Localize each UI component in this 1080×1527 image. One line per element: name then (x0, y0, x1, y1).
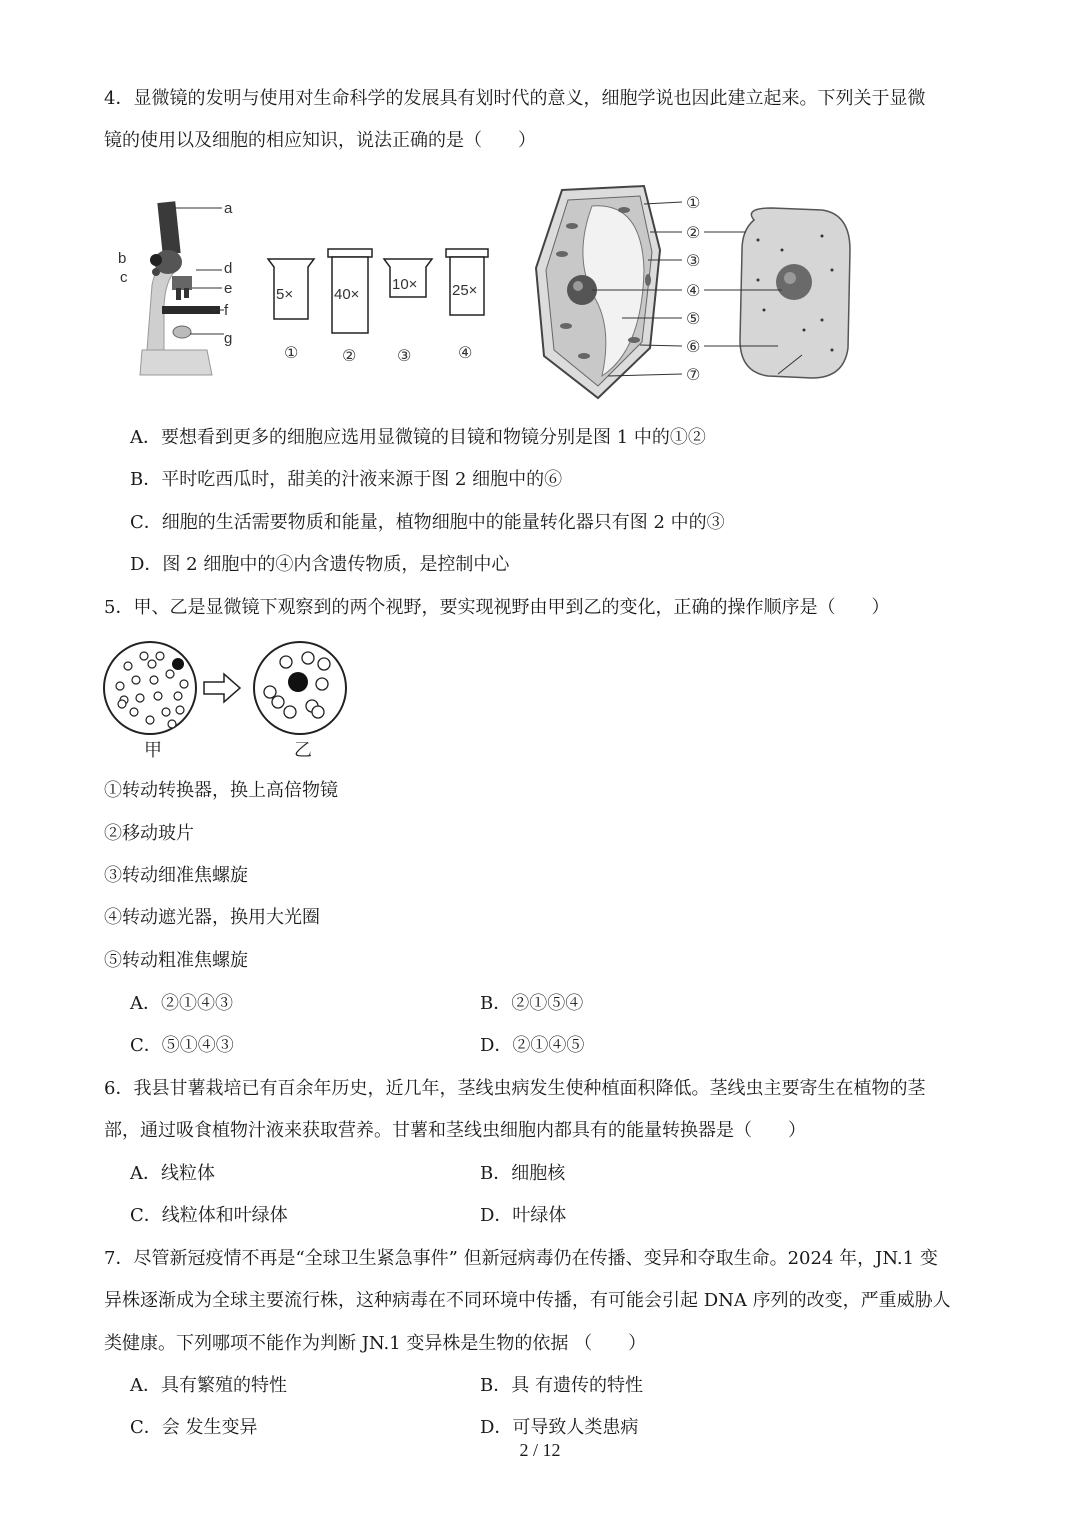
q7-stem-line2: 异株逐渐成为全球主要流行株，这种病毒在不同环境中传播，有可能会引起 DNA 序列的改变，严重威胁人 (104, 1290, 951, 1311)
lens-2-num: ② (342, 346, 357, 365)
page-number: 2 / 12 (519, 1440, 561, 1460)
q7-option-d[interactable]: D．可导致人类患病 (480, 1417, 639, 1438)
microscope-label-c: c (120, 269, 128, 286)
cell-label-1: ① (686, 193, 701, 212)
q6-option-d[interactable]: D．叶绿体 (480, 1205, 567, 1226)
lens-1-mag: 5× (276, 286, 294, 303)
q7-stem-line1: 7．尽管新冠疫情不再是“全球卫生紧急事件” 但新冠病毒仍在传播、变异和夺取生命。2024 年，JN.1 变 (104, 1248, 938, 1269)
q5-stem: 5．甲、乙是显微镜下观察到的两个视野，要实现视野由甲到乙的变化，正确的操作顺序是（ ） (104, 597, 890, 618)
q5-option-b[interactable]: B．②①⑤④ (480, 993, 584, 1014)
cell-label-7: ⑦ (686, 365, 701, 384)
q6-stem-line2: 部，通过吸食植物汁液来获取营养。甘薯和茎线虫细胞内都具有的能量转换器是（ ） (104, 1120, 806, 1141)
q5-option-c[interactable]: C．⑤①④③ (130, 1035, 234, 1056)
q4-stem-line1: 4．显微镜的发明与使用对生命科学的发展具有划时代的意义，细胞学说也因此建立起来。下列关于显微 (104, 88, 926, 109)
microscope-label-e: e (224, 280, 233, 297)
lens-2-mag: 40× (334, 286, 360, 303)
q7-option-b[interactable]: B．具 有遗传的特性 (480, 1375, 643, 1396)
lens-4-num: ④ (458, 343, 473, 362)
cell-label-5: ⑤ (686, 309, 701, 328)
q4-stem-line2: 镜的使用以及细胞的相应知识，说法正确的是（ ） (104, 130, 536, 151)
microscope-fields-figure (100, 640, 360, 768)
q4-option-a[interactable]: A．要想看到更多的细胞应选用显微镜的目镜和物镜分别是图 1 中的①② (130, 427, 706, 448)
field-label-jia: 甲 (144, 740, 162, 761)
q6-option-b[interactable]: B．细胞核 (480, 1163, 566, 1184)
lens-3-mag: 10× (392, 276, 418, 293)
microscope-label-g: g (224, 330, 233, 347)
q5-step-4: ④转动遮光器，换用大光圈 (104, 907, 320, 928)
field-label-yi: 乙 (294, 740, 312, 761)
cell-figure (532, 180, 862, 405)
cell-label-6: ⑥ (686, 337, 701, 356)
q5-step-2: ②移动玻片 (104, 823, 194, 844)
q5-option-d[interactable]: D．②①④⑤ (480, 1035, 585, 1056)
q6-option-a[interactable]: A．线粒体 (130, 1163, 215, 1184)
q4-option-b[interactable]: B．平时吃西瓜时，甜美的汁液来源于图 2 细胞中的⑥ (130, 469, 563, 490)
cell-label-4: ④ (686, 281, 701, 300)
q6-option-c[interactable]: C．线粒体和叶绿体 (130, 1205, 288, 1226)
q5-step-3: ③转动细准焦螺旋 (104, 865, 248, 886)
lens-3-num: ③ (397, 346, 412, 365)
lens-1-num: ① (284, 343, 299, 362)
microscope-label-a: a (224, 200, 233, 217)
microscope-label-f: f (224, 302, 229, 319)
lens-figure (262, 245, 502, 370)
q7-option-c[interactable]: C．会 发生变异 (130, 1417, 258, 1438)
microscope-label-b: b (118, 250, 127, 267)
q5-step-1: ①转动转换器，换上高倍物镜 (104, 780, 338, 801)
microscope-figure (112, 190, 252, 390)
q4-option-c[interactable]: C．细胞的生活需要物质和能量，植物细胞中的能量转化器只有图 2 中的③ (130, 512, 725, 533)
q5-step-5: ⑤转动粗准焦螺旋 (104, 950, 248, 971)
q7-option-a[interactable]: A．具有繁殖的特性 (130, 1375, 287, 1396)
q7-stem-line3: 类健康。下列哪项不能作为判断 JN.1 变异株是生物的依据 （ ） (104, 1333, 647, 1354)
microscope-label-d: d (224, 260, 233, 277)
q6-stem-line1: 6．我县甘薯栽培已有百余年历史，近几年，茎线虫病发生使种植面积降低。茎线虫主要寄生在植物的茎 (104, 1078, 926, 1099)
cell-label-3: ③ (686, 251, 701, 270)
q4-option-d[interactable]: D．图 2 细胞中的④内含遗传物质，是控制中心 (130, 554, 510, 575)
q5-option-a[interactable]: A．②①④③ (130, 993, 233, 1014)
cell-label-2: ② (686, 223, 701, 242)
lens-4-mag: 25× (452, 282, 478, 299)
